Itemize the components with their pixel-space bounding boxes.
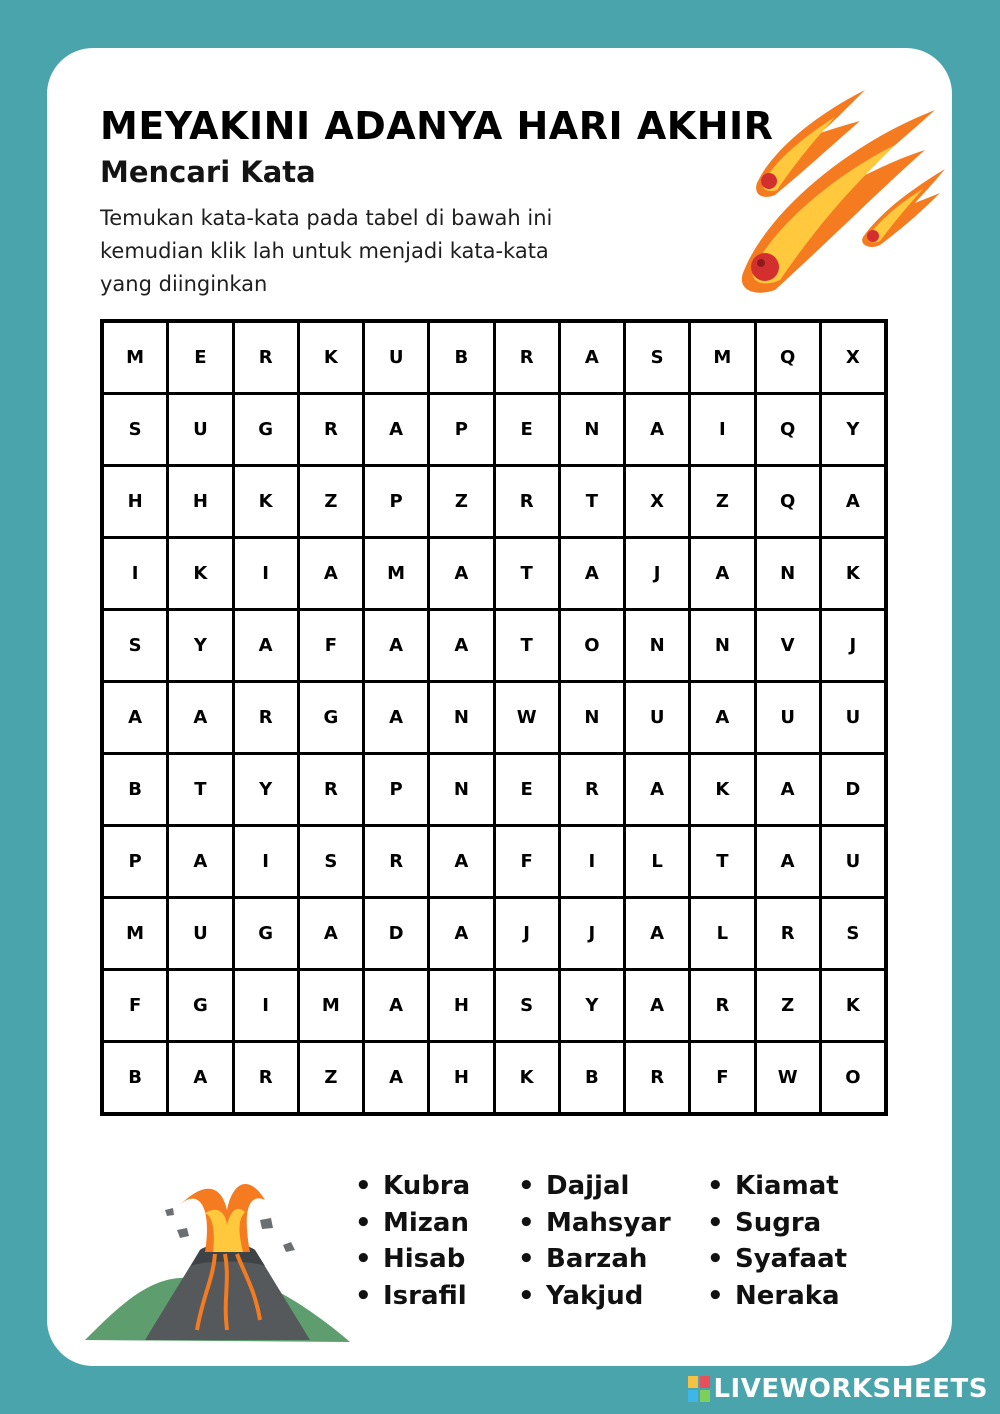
grid-cell[interactable]: A — [561, 539, 623, 608]
grid-cell[interactable]: G — [169, 971, 231, 1040]
grid-cell[interactable]: I — [235, 827, 297, 896]
grid-cell[interactable]: T — [496, 539, 558, 608]
grid-cell[interactable]: U — [365, 323, 427, 392]
grid-cell[interactable]: B — [104, 755, 166, 824]
grid-cell[interactable]: I — [235, 971, 297, 1040]
grid-cell[interactable]: K — [496, 1043, 558, 1112]
grid-cell[interactable]: R — [626, 1043, 688, 1112]
grid-cell[interactable]: N — [430, 683, 492, 752]
word-item: • Kiamat — [707, 1168, 847, 1205]
grid-cell[interactable]: X — [626, 467, 688, 536]
grid-cell[interactable]: M — [104, 323, 166, 392]
grid-cell[interactable]: Y — [822, 395, 884, 464]
grid-cell[interactable]: R — [691, 971, 753, 1040]
watermark — [688, 1372, 988, 1406]
grid-cell[interactable]: Q — [757, 395, 819, 464]
grid-cell[interactable]: P — [365, 755, 427, 824]
grid-cell[interactable]: A — [169, 827, 231, 896]
word-item: • Yakjud — [518, 1278, 671, 1315]
grid-cell[interactable]: M — [691, 323, 753, 392]
grid-cell[interactable]: A — [300, 899, 362, 968]
volcano-icon — [85, 1180, 350, 1348]
grid-cell[interactable]: T — [561, 467, 623, 536]
grid-cell[interactable]: D — [822, 755, 884, 824]
grid-cell[interactable]: T — [691, 827, 753, 896]
grid-cell[interactable]: Y — [235, 755, 297, 824]
grid-cell[interactable]: A — [430, 611, 492, 680]
word-item: • Mahsyar — [518, 1205, 671, 1242]
word-search-grid — [100, 319, 888, 1116]
grid-cell[interactable]: N — [626, 611, 688, 680]
word-item: • Israfil — [355, 1278, 470, 1315]
grid-cell[interactable]: N — [561, 683, 623, 752]
grid-cell[interactable]: P — [430, 395, 492, 464]
word-item: • Neraka — [707, 1278, 847, 1315]
grid-cell[interactable]: A — [626, 395, 688, 464]
grid-cell[interactable]: Y — [561, 971, 623, 1040]
grid-cell[interactable]: O — [822, 1043, 884, 1112]
grid-cell[interactable]: K — [169, 539, 231, 608]
grid-cell[interactable]: E — [496, 395, 558, 464]
grid-cell[interactable]: Q — [757, 323, 819, 392]
grid-cell[interactable]: A — [626, 755, 688, 824]
grid-cell[interactable]: R — [300, 755, 362, 824]
grid-cell[interactable]: A — [691, 539, 753, 608]
grid-cell[interactable]: I — [561, 827, 623, 896]
grid-cell[interactable]: A — [104, 683, 166, 752]
grid-cell[interactable]: F — [104, 971, 166, 1040]
word-list-column-3 — [707, 1168, 847, 1314]
grid-cell[interactable]: I — [235, 539, 297, 608]
word-list-column-1 — [355, 1168, 470, 1314]
grid-cell[interactable]: A — [300, 539, 362, 608]
grid-cell[interactable]: A — [365, 1043, 427, 1112]
grid-cell[interactable]: S — [626, 323, 688, 392]
grid-cell[interactable]: K — [300, 323, 362, 392]
grid-cell[interactable]: G — [235, 899, 297, 968]
grid-cell[interactable]: K — [822, 971, 884, 1040]
grid-cell[interactable]: V — [757, 611, 819, 680]
grid-cell[interactable]: Z — [300, 1043, 362, 1112]
grid-cell[interactable]: A — [365, 683, 427, 752]
grid-cell[interactable]: P — [365, 467, 427, 536]
grid-cell[interactable]: L — [691, 899, 753, 968]
grid-cell[interactable]: N — [691, 611, 753, 680]
grid-cell[interactable]: G — [300, 683, 362, 752]
grid-cell[interactable]: F — [691, 1043, 753, 1112]
grid-cell[interactable]: R — [496, 467, 558, 536]
word-item: • Syafaat — [707, 1241, 847, 1278]
grid-cell[interactable]: A — [561, 323, 623, 392]
grid-cell[interactable]: U — [757, 683, 819, 752]
grid-cell[interactable]: S — [300, 827, 362, 896]
grid-cell[interactable]: K — [822, 539, 884, 608]
grid-cell[interactable]: P — [104, 827, 166, 896]
grid-cell[interactable]: A — [691, 683, 753, 752]
grid-cell[interactable]: A — [430, 899, 492, 968]
grid-cell[interactable]: U — [169, 395, 231, 464]
grid-cell[interactable]: A — [169, 683, 231, 752]
page-subtitle: Mencari Kata — [100, 155, 316, 189]
grid-cell[interactable]: M — [365, 539, 427, 608]
grid-cell[interactable]: E — [169, 323, 231, 392]
watermark-text: LIVEWORKSHEETS — [713, 1374, 988, 1404]
grid-cell[interactable]: U — [626, 683, 688, 752]
grid-cell[interactable]: J — [496, 899, 558, 968]
grid-cell[interactable]: S — [104, 611, 166, 680]
grid-cell[interactable]: F — [300, 611, 362, 680]
grid-cell[interactable]: I — [691, 395, 753, 464]
grid-cell[interactable]: J — [561, 899, 623, 968]
grid-cell[interactable]: B — [561, 1043, 623, 1112]
grid-cell[interactable]: A — [626, 971, 688, 1040]
grid-cell[interactable]: R — [300, 395, 362, 464]
grid-cell[interactable]: A — [430, 539, 492, 608]
grid-cell[interactable]: F — [496, 827, 558, 896]
grid-cell[interactable]: K — [235, 467, 297, 536]
grid-cell[interactable]: M — [300, 971, 362, 1040]
word-list — [355, 1168, 875, 1318]
page-title: MEYAKINI ADANYA HARI AKHIR — [100, 104, 774, 148]
grid-cell[interactable]: R — [757, 899, 819, 968]
grid-cell[interactable]: U — [822, 827, 884, 896]
word-item: • Dajjal — [518, 1168, 671, 1205]
grid-cell[interactable]: N — [430, 755, 492, 824]
grid-cell[interactable]: W — [757, 1043, 819, 1112]
word-item: • Barzah — [518, 1241, 671, 1278]
grid-cell[interactable]: S — [822, 899, 884, 968]
liveworksheets-logo-icon — [688, 1376, 710, 1402]
grid-cell[interactable]: Z — [691, 467, 753, 536]
grid-cell[interactable]: J — [822, 611, 884, 680]
grid-cell[interactable]: R — [561, 755, 623, 824]
grid-cell[interactable]: R — [235, 683, 297, 752]
word-list-column-2 — [518, 1168, 671, 1314]
grid-cell[interactable]: Y — [169, 611, 231, 680]
grid-cell[interactable]: N — [561, 395, 623, 464]
grid-cell[interactable]: H — [430, 1043, 492, 1112]
word-item: • Hisab — [355, 1241, 470, 1278]
grid-cell[interactable]: Z — [757, 971, 819, 1040]
grid-cell[interactable]: W — [496, 683, 558, 752]
grid-cell[interactable]: A — [365, 971, 427, 1040]
comet-icon — [735, 85, 950, 300]
instructions-text: Temukan kata-kata pada tabel di bawah ini kemudian klik lah untuk menjadi kata-kata yang diinginkan — [100, 206, 553, 296]
grid-cell[interactable]: M — [104, 899, 166, 968]
grid-cell[interactable]: N — [757, 539, 819, 608]
word-item: • Kubra — [355, 1168, 470, 1205]
grid-cell[interactable]: T — [496, 611, 558, 680]
grid-cell[interactable]: E — [496, 755, 558, 824]
grid-cell[interactable]: K — [691, 755, 753, 824]
grid-cell[interactable]: X — [822, 323, 884, 392]
grid-cell[interactable]: H — [104, 467, 166, 536]
grid-cell[interactable]: A — [430, 827, 492, 896]
grid-cell[interactable]: S — [104, 395, 166, 464]
grid-cell[interactable]: B — [104, 1043, 166, 1112]
grid-cell[interactable]: G — [235, 395, 297, 464]
grid-cell[interactable]: R — [496, 323, 558, 392]
grid-cell[interactable]: A — [365, 395, 427, 464]
grid-cell[interactable]: O — [561, 611, 623, 680]
grid-cell[interactable]: Z — [430, 467, 492, 536]
grid-cell[interactable]: A — [365, 611, 427, 680]
grid-cell[interactable]: A — [626, 899, 688, 968]
grid-cell[interactable]: Z — [300, 467, 362, 536]
grid-cell[interactable]: J — [626, 539, 688, 608]
grid-cell[interactable]: D — [365, 899, 427, 968]
grid-cell[interactable]: S — [496, 971, 558, 1040]
grid-cell[interactable]: R — [365, 827, 427, 896]
grid-cell[interactable]: A — [169, 1043, 231, 1112]
word-item: • Mizan — [355, 1205, 470, 1242]
grid-cell[interactable]: U — [822, 683, 884, 752]
grid-cell[interactable]: A — [757, 755, 819, 824]
grid-cell[interactable]: U — [169, 899, 231, 968]
grid-cell[interactable]: T — [169, 755, 231, 824]
grid-cell[interactable]: L — [626, 827, 688, 896]
grid-cell[interactable]: A — [757, 827, 819, 896]
grid-cell[interactable]: R — [235, 323, 297, 392]
grid-cell[interactable]: H — [430, 971, 492, 1040]
grid-cell[interactable]: R — [235, 1043, 297, 1112]
grid-cell[interactable]: B — [430, 323, 492, 392]
grid-cell[interactable]: A — [235, 611, 297, 680]
grid-cell[interactable]: A — [822, 467, 884, 536]
grid-cell[interactable]: Q — [757, 467, 819, 536]
grid-cell[interactable]: H — [169, 467, 231, 536]
word-item: • Sugra — [707, 1205, 847, 1242]
grid-cell[interactable]: I — [104, 539, 166, 608]
